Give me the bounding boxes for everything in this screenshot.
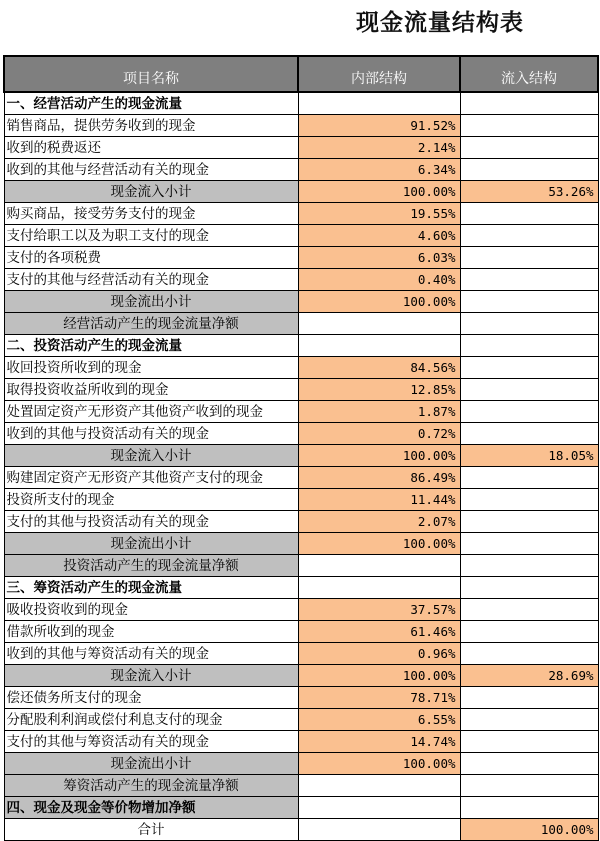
table-row: [4, 401, 598, 423]
row-internal-structure: 19.55%: [298, 203, 460, 225]
cash-flow-structure-table: [3, 55, 599, 841]
row-inflow-structure: [460, 511, 598, 533]
table-row: [4, 335, 598, 357]
row-inflow-structure: 28.69%: [460, 665, 598, 687]
table-row: [4, 115, 598, 137]
row-inflow-structure: [460, 533, 598, 555]
row-internal-structure: 37.57%: [298, 599, 460, 621]
row-inflow-structure: [460, 797, 598, 819]
row-internal-structure: 11.44%: [298, 489, 460, 511]
row-item-name: 一、经营活动产生的现金流量: [4, 92, 298, 115]
row-item-name: 二、投资活动产生的现金流量: [4, 335, 298, 357]
column-header-item-name: 项目名称: [4, 56, 298, 92]
table-row: [4, 291, 598, 313]
row-internal-structure: 61.46%: [298, 621, 460, 643]
row-inflow-structure: [460, 115, 598, 137]
table-row: [4, 247, 598, 269]
row-internal-structure: 100.00%: [298, 291, 460, 313]
row-item-name: 投资活动产生的现金流量净额: [4, 555, 298, 577]
row-item-name: 收回投资所收到的现金: [4, 357, 298, 379]
row-inflow-structure: [460, 379, 598, 401]
row-item-name: 三、筹资活动产生的现金流量: [4, 577, 298, 599]
table-row: [4, 467, 598, 489]
row-inflow-structure: [460, 92, 598, 115]
row-item-name: 借款所收到的现金: [4, 621, 298, 643]
row-inflow-structure: [460, 225, 598, 247]
table-row: [4, 533, 598, 555]
table-row: [4, 137, 598, 159]
table-row: [4, 313, 598, 335]
row-inflow-structure: [460, 423, 598, 445]
row-inflow-structure: [460, 247, 598, 269]
row-inflow-structure: [460, 643, 598, 665]
table-row: [4, 797, 598, 819]
page-title: 现金流量结构表: [356, 10, 524, 36]
row-internal-structure: [298, 92, 460, 115]
row-inflow-structure: [460, 489, 598, 511]
row-item-name: 投资所支付的现金: [4, 489, 298, 511]
row-internal-structure: 4.60%: [298, 225, 460, 247]
row-inflow-structure: [460, 203, 598, 225]
row-internal-structure: 91.52%: [298, 115, 460, 137]
row-inflow-structure: [460, 291, 598, 313]
row-internal-structure: 100.00%: [298, 753, 460, 775]
row-inflow-structure: [460, 159, 598, 181]
table-row: [4, 379, 598, 401]
row-item-name: 购建固定资产无形资产其他资产支付的现金: [4, 467, 298, 489]
row-inflow-structure: [460, 357, 598, 379]
row-internal-structure: [298, 819, 460, 841]
row-inflow-structure: 18.05%: [460, 445, 598, 467]
table-row: [4, 225, 598, 247]
title-bar: [0, 0, 600, 55]
row-item-name: 偿还债务所支付的现金: [4, 687, 298, 709]
table-row: [4, 819, 598, 841]
row-internal-structure: 0.72%: [298, 423, 460, 445]
row-item-name: 支付给职工以及为职工支付的现金: [4, 225, 298, 247]
row-internal-structure: 12.85%: [298, 379, 460, 401]
row-internal-structure: 14.74%: [298, 731, 460, 753]
row-internal-structure: 84.56%: [298, 357, 460, 379]
row-inflow-structure: [460, 599, 598, 621]
row-item-name: 现金流出小计: [4, 291, 298, 313]
row-item-name: 筹资活动产生的现金流量净额: [4, 775, 298, 797]
column-header-internal-structure: 内部结构: [298, 56, 460, 92]
row-internal-structure: [298, 335, 460, 357]
table-row: [4, 687, 598, 709]
table-row: [4, 555, 598, 577]
row-item-name: 现金流入小计: [4, 181, 298, 203]
table-header-row: [4, 56, 598, 92]
row-item-name: 收到的税费返还: [4, 137, 298, 159]
row-internal-structure: [298, 555, 460, 577]
row-item-name: 四、现金及现金等价物增加净额: [4, 797, 298, 819]
row-item-name: 销售商品，提供劳务收到的现金: [4, 115, 298, 137]
row-item-name: 经营活动产生的现金流量净额: [4, 313, 298, 335]
row-internal-structure: 2.07%: [298, 511, 460, 533]
row-item-name: 支付的其他与经营活动有关的现金: [4, 269, 298, 291]
row-item-name: 处置固定资产无形资产其他资产收到的现金: [4, 401, 298, 423]
row-internal-structure: 100.00%: [298, 445, 460, 467]
table-row: [4, 159, 598, 181]
table-row: [4, 357, 598, 379]
table-row: [4, 665, 598, 687]
row-internal-structure: [298, 775, 460, 797]
row-item-name: 购买商品，接受劳务支付的现金: [4, 203, 298, 225]
row-internal-structure: [298, 313, 460, 335]
table-row: [4, 423, 598, 445]
table-row: [4, 445, 598, 467]
row-inflow-structure: [460, 687, 598, 709]
table-row: [4, 181, 598, 203]
row-item-name: 收到的其他与投资活动有关的现金: [4, 423, 298, 445]
row-internal-structure: 100.00%: [298, 665, 460, 687]
row-inflow-structure: [460, 577, 598, 599]
row-item-name: 分配股利利润或偿付利息支付的现金: [4, 709, 298, 731]
row-item-name: 收到的其他与经营活动有关的现金: [4, 159, 298, 181]
row-item-name: 收到的其他与筹资活动有关的现金: [4, 643, 298, 665]
row-inflow-structure: [460, 137, 598, 159]
row-internal-structure: [298, 577, 460, 599]
table-row: [4, 203, 598, 225]
row-item-name: 现金流出小计: [4, 533, 298, 555]
row-internal-structure: [298, 797, 460, 819]
row-inflow-structure: [460, 753, 598, 775]
row-item-name: 支付的各项税费: [4, 247, 298, 269]
row-item-name: 支付的其他与筹资活动有关的现金: [4, 731, 298, 753]
row-internal-structure: 86.49%: [298, 467, 460, 489]
row-internal-structure: 6.55%: [298, 709, 460, 731]
row-item-name: 支付的其他与投资活动有关的现金: [4, 511, 298, 533]
row-item-name: 现金流入小计: [4, 445, 298, 467]
row-item-name: 现金流入小计: [4, 665, 298, 687]
row-inflow-structure: [460, 467, 598, 489]
table-row: [4, 92, 598, 115]
row-inflow-structure: [460, 313, 598, 335]
row-inflow-structure: 53.26%: [460, 181, 598, 203]
table-row: [4, 731, 598, 753]
row-internal-structure: 0.40%: [298, 269, 460, 291]
row-item-name: 现金流出小计: [4, 753, 298, 775]
table-row: [4, 621, 598, 643]
table-row: [4, 599, 598, 621]
row-item-name: 取得投资收益所收到的现金: [4, 379, 298, 401]
column-header-inflow-structure: 流入结构: [460, 56, 598, 92]
row-internal-structure: 100.00%: [298, 533, 460, 555]
table-row: [4, 643, 598, 665]
row-inflow-structure: [460, 731, 598, 753]
row-inflow-structure: [460, 555, 598, 577]
row-inflow-structure: [460, 335, 598, 357]
row-internal-structure: 6.03%: [298, 247, 460, 269]
table-row: [4, 511, 598, 533]
table-row: [4, 775, 598, 797]
row-inflow-structure: [460, 401, 598, 423]
table-row: [4, 577, 598, 599]
row-item-name: 吸收投资收到的现金: [4, 599, 298, 621]
row-internal-structure: 78.71%: [298, 687, 460, 709]
row-item-name: 合计: [4, 819, 298, 841]
table-row: [4, 489, 598, 511]
table-row: [4, 709, 598, 731]
row-internal-structure: 1.87%: [298, 401, 460, 423]
row-inflow-structure: [460, 709, 598, 731]
row-internal-structure: 0.96%: [298, 643, 460, 665]
row-internal-structure: 100.00%: [298, 181, 460, 203]
row-inflow-structure: 100.00%: [460, 819, 598, 841]
row-internal-structure: 2.14%: [298, 137, 460, 159]
row-internal-structure: 6.34%: [298, 159, 460, 181]
table-row: [4, 753, 598, 775]
row-inflow-structure: [460, 269, 598, 291]
row-inflow-structure: [460, 775, 598, 797]
row-inflow-structure: [460, 621, 598, 643]
table-row: [4, 269, 598, 291]
